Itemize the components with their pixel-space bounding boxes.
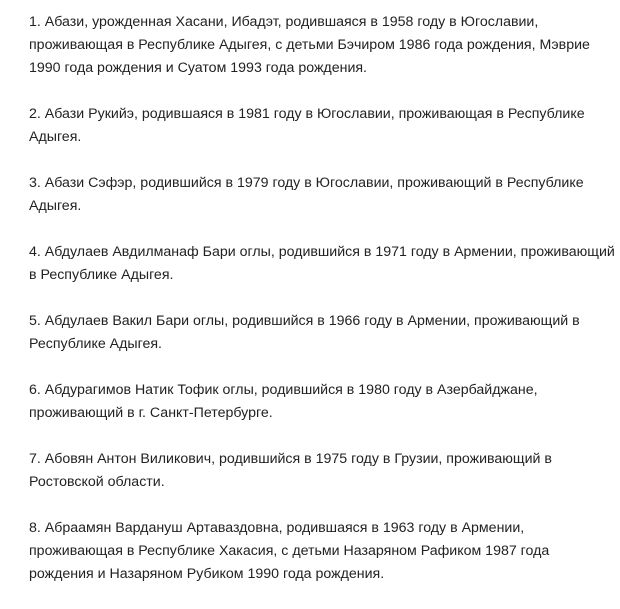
entry-line: 3. Абази Сэфэр, родившийся в 1979 году в Югославии, проживающий в Республике: [29, 175, 584, 191]
entry-line: в Республике Адыгея.: [29, 267, 174, 283]
entry-line: Республике Адыгея.: [29, 336, 162, 352]
list-item-1: [29, 11, 619, 80]
entry-line: 1. Абази, урожденная Хасани, Ибадэт, родившаяся в 1958 году в Югославии,: [29, 14, 539, 30]
entry-line: Ростовской области.: [29, 474, 165, 490]
entry-line: проживающая в Республике Хакасия, с детьми Назаряном Рафиком 1987 года: [29, 543, 550, 559]
entry-line: 8. Абраамян Вардануш Артаваздовна, родившаяся в 1963 году в Армении,: [29, 520, 525, 536]
list-item-4: [29, 241, 619, 287]
entry-line: рождения и Назаряном Рубиком 1990 года рождения.: [29, 566, 385, 582]
list-item-3: [29, 172, 619, 218]
entry-line: 2. Абази Рукийэ, родившаяся в 1981 году в Югославии, проживающая в Республике: [29, 106, 585, 122]
document-body: [29, 11, 619, 609]
entry-line: Адыгея.: [29, 198, 82, 214]
list-item-2: [29, 103, 619, 149]
entry-line: 6. Абдурагимов Натик Тофик оглы, родившийся в 1980 году в Азербайджане,: [29, 382, 538, 398]
entry-line: проживающая в Республике Адыгея, с детьми Бэчиром 1986 года рождения, Мэврие: [29, 37, 590, 53]
list-item-6: [29, 379, 619, 425]
entry-line: проживающий в г. Санкт-Петербурге.: [29, 405, 273, 421]
entry-line: 1990 года рождения и Суатом 1993 года рождения.: [29, 60, 367, 76]
list-item-7: [29, 448, 619, 494]
entry-line: Адыгея.: [29, 129, 82, 145]
list-item-5: [29, 310, 619, 356]
entry-line: 7. Абовян Антон Виликович, родившийся в 1975 году в Грузии, проживающий в: [29, 451, 552, 467]
entry-line: 4. Абдулаев Авдилманаф Бари оглы, родившийся в 1971 году в Армении, проживающий: [29, 244, 615, 260]
list-item-8: [29, 517, 619, 586]
entry-line: 5. Абдулаев Вакил Бари оглы, родившийся в 1966 году в Армении, проживающий в: [29, 313, 580, 329]
